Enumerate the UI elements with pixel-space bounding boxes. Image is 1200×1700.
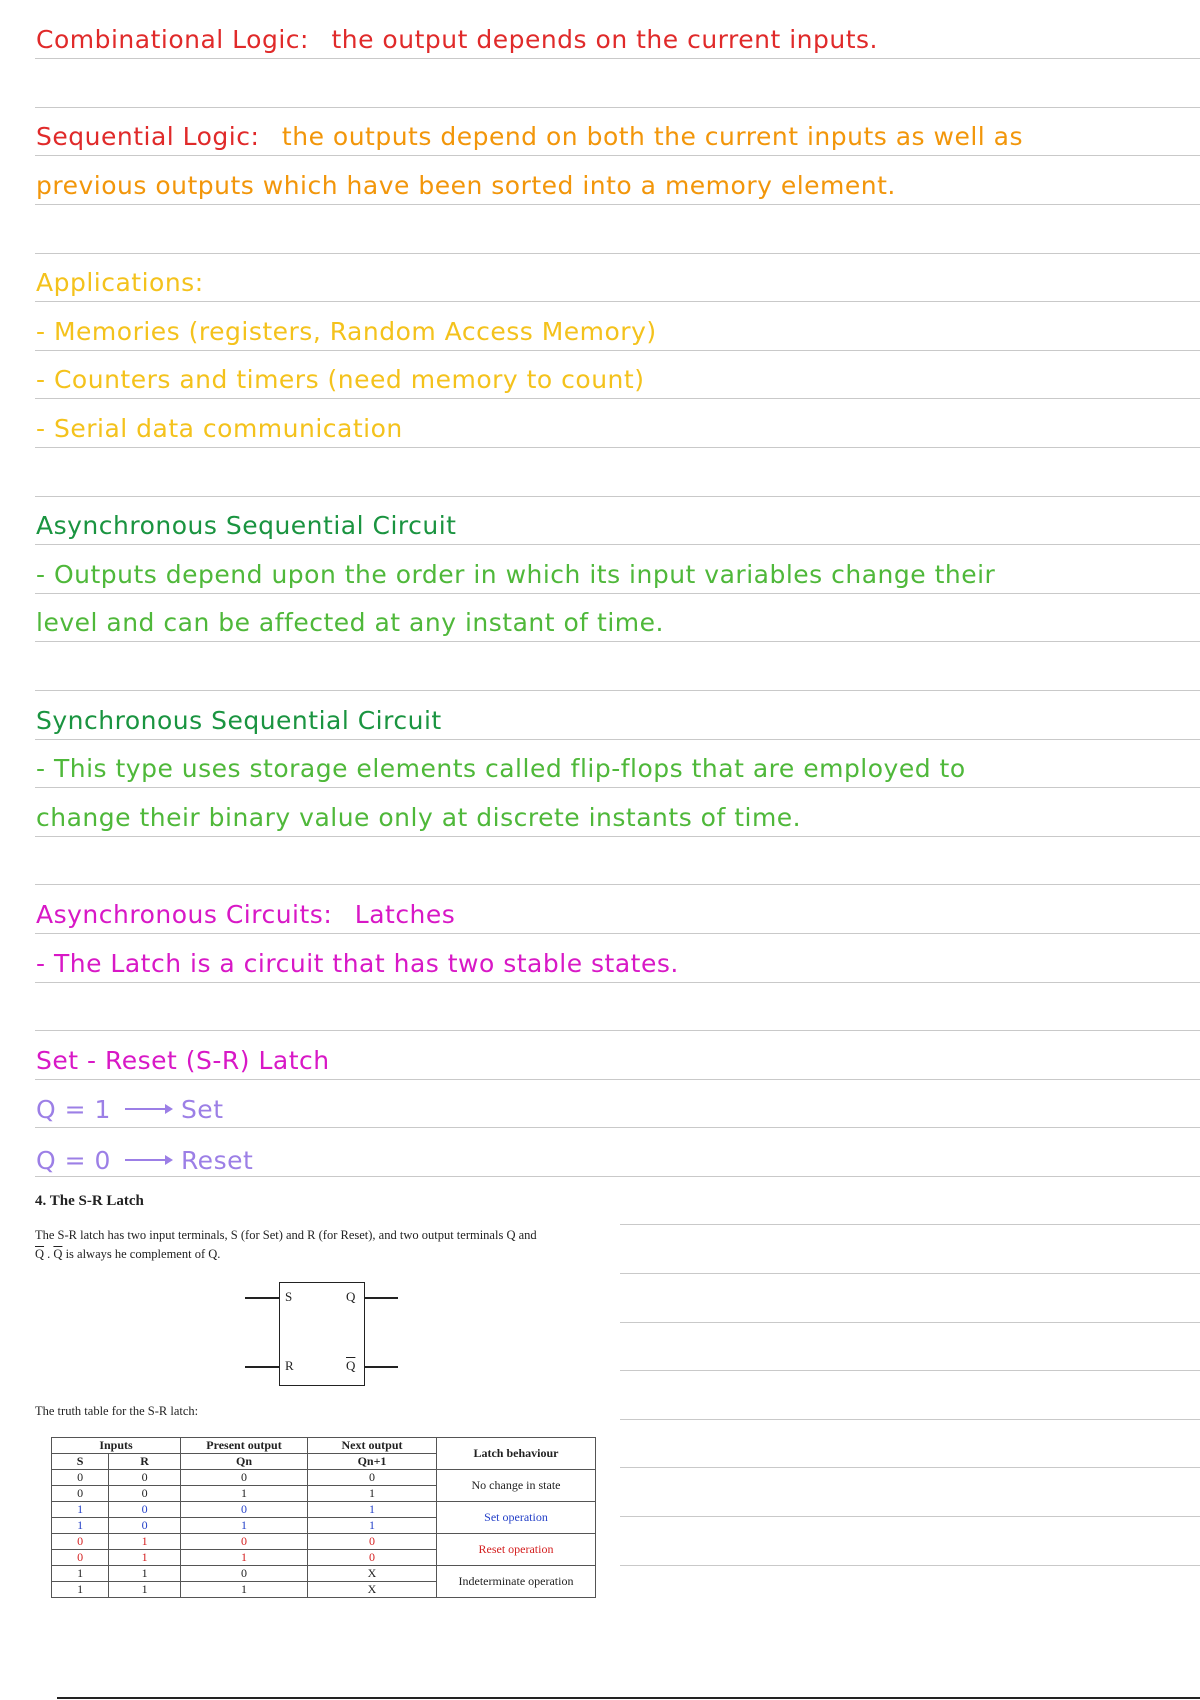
cell-behaviour: No change in state	[437, 1470, 596, 1502]
cell-qn: 1	[181, 1518, 308, 1534]
cell-r: 0	[109, 1470, 181, 1486]
note-line-combinational	[36, 25, 878, 54]
cell-behaviour: Indeterminate operation	[437, 1566, 596, 1598]
note-line: - Outputs depend upon the order in which its input variables change their	[36, 560, 996, 589]
q-bar: $\overline{Q}$	[53, 1247, 63, 1261]
pin-qbar: $\overline{Q}$	[346, 1358, 356, 1373]
cell-s: 0	[52, 1534, 109, 1550]
cell-qn: 0	[181, 1502, 308, 1518]
cell-s: 1	[52, 1502, 109, 1518]
paragraph-text: is always he complement of Q.	[65, 1247, 221, 1261]
cell-s: 1	[52, 1518, 109, 1534]
cell-qn: 1	[181, 1582, 308, 1598]
table-row	[52, 1534, 596, 1550]
arrow-right-icon	[125, 1159, 171, 1161]
q-bar: $\overline{Q}$	[35, 1247, 45, 1261]
cell-qn: 1	[181, 1550, 308, 1566]
wire-s	[245, 1297, 279, 1299]
note-heading-sr-latch: Set - Reset (S-R) Latch	[36, 1046, 330, 1075]
table-row	[52, 1502, 596, 1518]
cell-r: 1	[109, 1582, 181, 1598]
sub-qn1: Qn+1	[308, 1454, 437, 1470]
wire-r	[245, 1366, 279, 1368]
cell-qn: 0	[181, 1534, 308, 1550]
wire-qbar	[364, 1366, 398, 1368]
header-inputs: Inputs	[52, 1438, 181, 1454]
sub-qn: Qn	[181, 1454, 308, 1470]
note-line-sequential	[36, 122, 1023, 151]
term-label: Asynchronous Circuits:	[36, 900, 333, 929]
cell-r: 0	[109, 1486, 181, 1502]
header-present: Present output	[181, 1438, 308, 1454]
cell-r: 1	[109, 1534, 181, 1550]
note-q-set	[36, 1095, 224, 1124]
table-row	[52, 1470, 596, 1486]
cell-r: 1	[109, 1566, 181, 1582]
term-label: Combinational Logic:	[36, 25, 309, 54]
note-heading-applications: Applications:	[36, 268, 204, 297]
q-value: Q = 1	[36, 1095, 111, 1124]
sub-s: S	[52, 1454, 109, 1470]
arrow-right-icon	[125, 1108, 171, 1110]
page-bottom-rule	[57, 1697, 1200, 1699]
cell-behaviour: Set operation	[437, 1502, 596, 1534]
note-text: the outputs depend on both the current inputs as well as	[281, 122, 1024, 151]
table-row	[52, 1566, 596, 1582]
cell-s: 0	[52, 1550, 109, 1566]
cell-qn1: 1	[308, 1486, 437, 1502]
cell-qn1: 0	[308, 1550, 437, 1566]
sub-r: R	[109, 1454, 181, 1470]
sr-truth-table	[51, 1437, 596, 1598]
cell-qn: 1	[181, 1486, 308, 1502]
wire-q	[364, 1297, 398, 1299]
note-text: Latches	[354, 900, 456, 929]
cell-qn1: 0	[308, 1470, 437, 1486]
header-behaviour: Latch behaviour	[437, 1438, 596, 1470]
cell-qn1: 1	[308, 1518, 437, 1534]
q-meaning: Set	[180, 1095, 224, 1124]
cell-s: 0	[52, 1486, 109, 1502]
cell-qn1: 1	[308, 1502, 437, 1518]
cell-r: 1	[109, 1550, 181, 1566]
cell-s: 1	[52, 1566, 109, 1582]
note-q-reset	[36, 1146, 253, 1175]
paragraph-text: The S-R latch has two input terminals, S (for Set) and R (for Reset), and two output terminals Q and	[35, 1228, 537, 1242]
note-line: level and can be affected at any instant of time.	[36, 608, 664, 637]
note-line: - This type uses storage elements called flip-flops that are employed to	[36, 754, 966, 783]
pin-q: Q	[346, 1289, 356, 1304]
cell-r: 0	[109, 1518, 181, 1534]
pin-s: S	[285, 1289, 293, 1304]
cell-qn1: 0	[308, 1534, 437, 1550]
cell-behaviour: Reset operation	[437, 1534, 596, 1566]
cell-qn: 0	[181, 1470, 308, 1486]
pin-r: R	[285, 1358, 294, 1373]
note-list-item: - Counters and timers (need memory to count)	[36, 365, 645, 394]
cell-s: 0	[52, 1470, 109, 1486]
cell-s: 1	[52, 1582, 109, 1598]
term-label: Sequential Logic:	[36, 122, 260, 151]
note-list-item: - Memories (registers, Random Access Memory)	[36, 317, 657, 346]
q-meaning: Reset	[180, 1146, 254, 1175]
section-heading: 4. The S-R Latch	[35, 1193, 144, 1209]
table-caption: The truth table for the S-R latch:	[35, 1404, 199, 1418]
note-text: the output depends on the current inputs.	[331, 25, 878, 54]
note-heading-latches	[36, 900, 455, 929]
cell-qn: 0	[181, 1566, 308, 1582]
cell-r: 0	[109, 1502, 181, 1518]
cell-qn1: X	[308, 1582, 437, 1598]
note-line: - The Latch is a circuit that has two stable states.	[36, 949, 679, 978]
note-line: change their binary value only at discrete instants of time.	[36, 803, 802, 832]
note-heading-async: Asynchronous Sequential Circuit	[36, 511, 457, 540]
q-value: Q = 0	[36, 1146, 111, 1175]
paragraph: The S-R latch has two input terminals, S (for Set) and R (for Reset), and two output terminals Q and $\overline{Q}$ . $\overline{Q}$ is always he complement of Q.	[35, 1228, 537, 1261]
header-next: Next output	[308, 1438, 437, 1454]
note-line-sequential-cont: previous outputs which have been sorted into a memory element.	[36, 171, 896, 200]
note-heading-sync: Synchronous Sequential Circuit	[36, 706, 442, 735]
note-list-item: - Serial data communication	[36, 414, 403, 443]
cell-qn1: X	[308, 1566, 437, 1582]
